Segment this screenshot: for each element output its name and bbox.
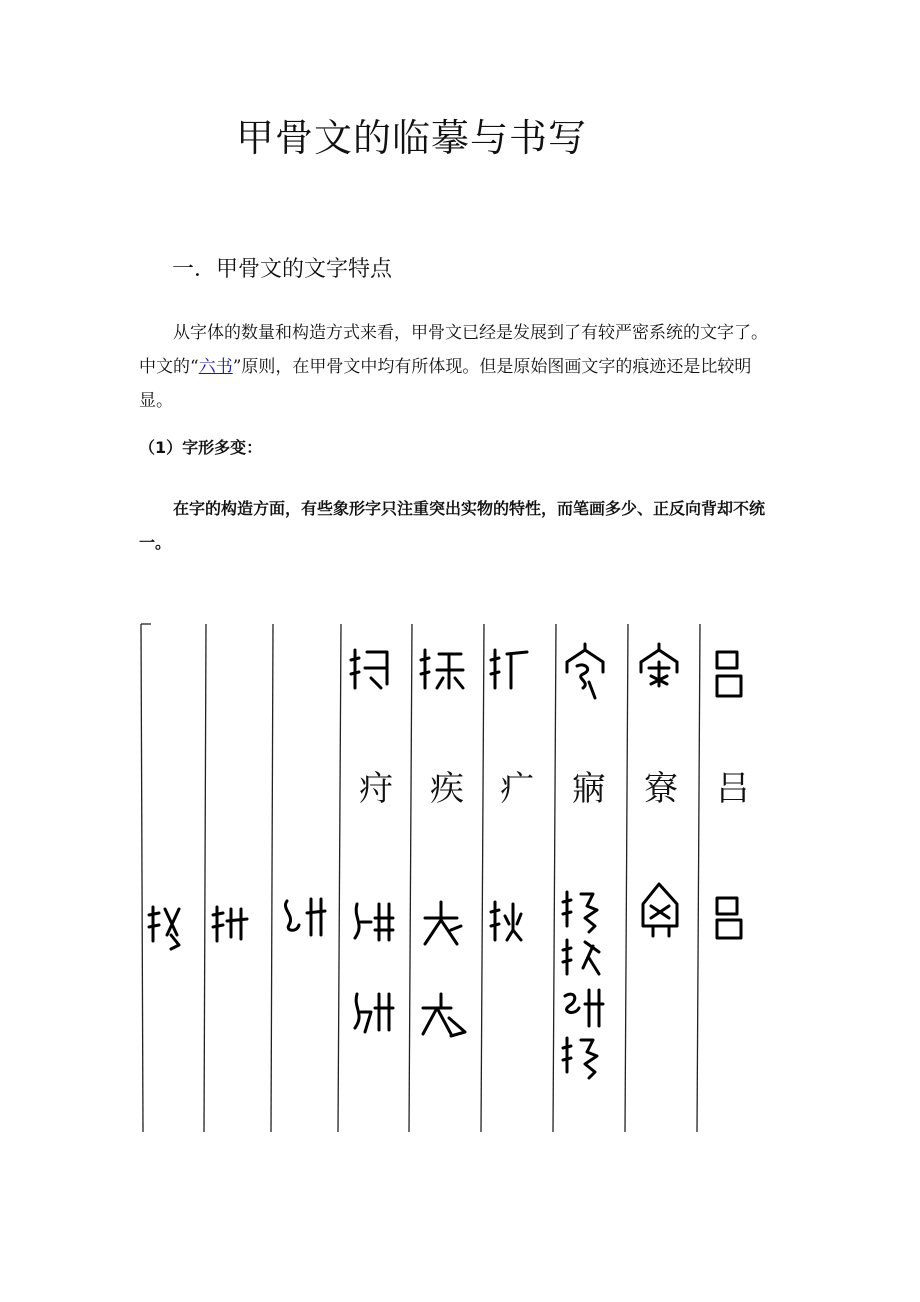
oracle-glyph <box>355 994 393 1032</box>
oracle-glyph <box>213 907 247 941</box>
divider-line <box>697 624 700 1132</box>
modern-char-col6: 疒 <box>500 769 534 809</box>
oracle-glyph <box>567 644 603 698</box>
document-title: 甲骨文的临摹与书写 <box>236 116 588 160</box>
intro-paragraph <box>139 316 784 418</box>
oracle-glyph <box>563 940 599 974</box>
oracle-glyph <box>355 904 393 940</box>
oracle-glyph <box>149 907 179 949</box>
bold-paragraph: 在字的构造方面，有些象形字只注重突出实物的特性，而笔画多少、正反向背却不统一。 <box>139 499 766 552</box>
oracle-glyph <box>643 884 677 936</box>
sub-heading-glyph-variety: （1）字形多变： <box>139 438 263 457</box>
oracle-glyph <box>641 644 677 686</box>
oracle-glyph <box>717 898 741 938</box>
oracle-glyph <box>423 994 465 1036</box>
oracle-glyph <box>425 902 461 944</box>
oracle-glyph <box>491 902 521 940</box>
divider-line <box>141 624 143 1132</box>
modern-char-col5: 疾 <box>430 769 464 809</box>
oracle-glyph <box>565 990 603 1026</box>
modern-char-col8: 寮 <box>644 769 678 809</box>
oracle-glyph <box>491 650 527 688</box>
oracle-glyph <box>563 892 597 932</box>
oracle-glyph <box>563 1038 597 1078</box>
liushu-link[interactable]: 六书 <box>198 357 233 377</box>
divider-line <box>553 624 556 1132</box>
column-dividers <box>141 624 700 1132</box>
oracle-glyph <box>351 650 387 688</box>
divider-line <box>271 624 273 1132</box>
modern-char-col4: 疛 <box>359 769 393 809</box>
intro-text-after: ”原则，在甲骨文中均有所体现。但是原始图画文字的痕迹还是比较明显。 <box>139 357 752 411</box>
divider-line <box>204 624 206 1132</box>
section-heading: 一．甲骨文的文字特点 <box>172 257 393 282</box>
divider-line <box>625 624 628 1132</box>
oracle-glyphs <box>149 644 741 1078</box>
oracle-bone-character-chart <box>139 620 779 1135</box>
oracle-glyph <box>285 899 325 935</box>
divider-line <box>338 624 341 1132</box>
divider-line <box>409 624 412 1132</box>
modern-char-col9: 吕 <box>716 769 750 809</box>
oracle-bone-figure-svg <box>139 620 779 1135</box>
modern-char-col7: 寎 <box>572 769 606 809</box>
oracle-glyph <box>421 650 463 688</box>
intro-text-before: 从字体的数量和构造方式来看，甲骨文已经是发展到了有较严密系统的文字了。中文的“ <box>139 323 768 377</box>
oracle-glyph <box>717 652 741 696</box>
divider-line <box>481 624 484 1132</box>
